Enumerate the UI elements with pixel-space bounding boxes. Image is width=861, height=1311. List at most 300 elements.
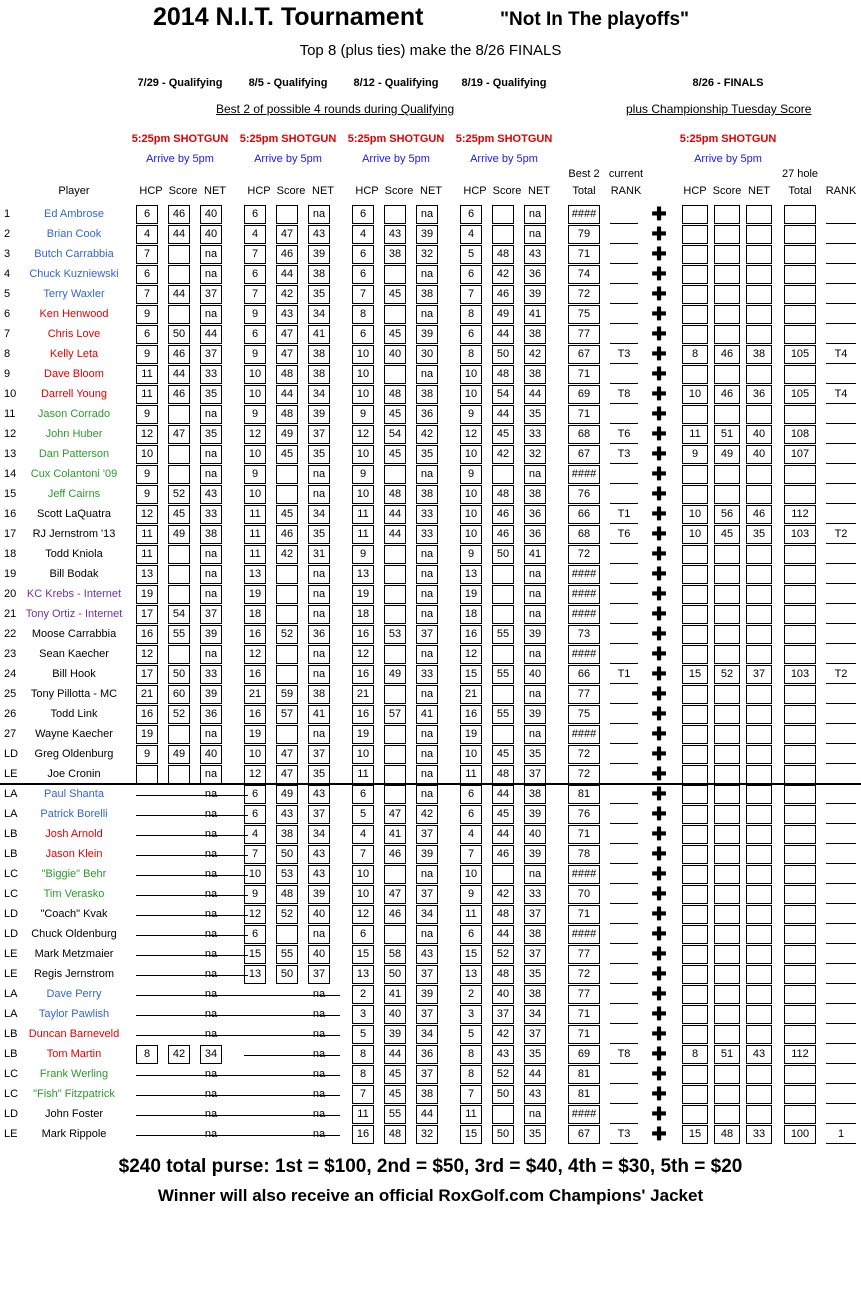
round-4-hcp: 19: [464, 728, 478, 740]
player-name: Moose Carrabbia: [31, 628, 117, 640]
round-2-hcp: 16: [248, 708, 262, 720]
round-2-hcp: 9: [251, 408, 259, 420]
table-row: [0, 1105, 861, 1125]
round-4-net: 39: [528, 848, 542, 860]
final-net: [744, 485, 774, 503]
round-3-net: 36: [420, 408, 434, 420]
round-1-net: 37: [204, 288, 218, 300]
current-rank: [606, 1005, 642, 1023]
final-net: 38: [752, 348, 766, 360]
row-number: 5: [4, 288, 11, 300]
final-score: [712, 1105, 742, 1123]
round-1-net: na: [204, 448, 218, 460]
final-score: 49: [720, 448, 734, 460]
round-2-na: na: [312, 1068, 326, 1080]
round-1-na: na: [204, 1028, 218, 1040]
round-4-score: 48: [496, 488, 510, 500]
round-4-score: 52: [496, 948, 510, 960]
round-4-score: [488, 685, 518, 703]
round-2-net: 39: [312, 888, 326, 900]
table-row: [0, 925, 861, 945]
current-rank: [606, 305, 642, 323]
final-net: [744, 925, 774, 943]
plus-icon: ✚: [651, 204, 667, 224]
round-4-score: 40: [496, 988, 510, 1000]
current-rank: [606, 245, 642, 263]
round-1-net: 33: [204, 368, 218, 380]
round-4-net: 38: [528, 368, 542, 380]
round-4-hcp: 19: [464, 588, 478, 600]
current-rank: [606, 265, 642, 283]
round-3-score: 50: [388, 968, 402, 980]
player-name: Butch Carrabbia: [34, 248, 114, 260]
round-3-hcp: 3: [359, 1008, 367, 1020]
round-3-hcp: 10: [356, 368, 370, 380]
best2-total: ####: [571, 468, 597, 480]
round-1-na: na: [204, 1008, 218, 1020]
final-rank: [824, 805, 858, 823]
final-rank: [824, 225, 858, 243]
final-net: [744, 585, 774, 603]
final-27-total: 105: [790, 348, 810, 360]
final-27-total: [784, 1105, 816, 1123]
table-row: [0, 485, 861, 505]
round-3-hcp: 7: [359, 848, 367, 860]
final-rank: [824, 205, 858, 223]
round-2-score: 43: [280, 808, 294, 820]
round-2-hcp: 9: [251, 888, 259, 900]
round-3-score: [380, 745, 410, 763]
final-net: [744, 865, 774, 883]
final-27-total: [784, 905, 816, 923]
plus-icon: ✚: [651, 304, 667, 324]
final-hcp: 10: [688, 508, 702, 520]
current-rank: [606, 625, 642, 643]
current-rank: [606, 1025, 642, 1043]
plus-icon: ✚: [651, 704, 667, 724]
round-4-net: na: [528, 868, 542, 880]
round-3-date: 8/12 - Qualifying: [353, 77, 439, 89]
table-row: [0, 685, 861, 705]
round-3-hcp: 11: [357, 1108, 369, 1120]
player-name: Brian Cook: [46, 228, 102, 240]
current-rank: [606, 1065, 642, 1083]
player-name: Jason Corrado: [37, 408, 111, 420]
player-name: Dan Patterson: [38, 448, 110, 460]
best2-total: ####: [571, 1108, 597, 1120]
round-1-hcp: 6: [143, 268, 151, 280]
col-current-top: current: [608, 168, 644, 180]
current-rank: [606, 465, 642, 483]
final-net: [744, 245, 774, 263]
round-1-hcp: 12: [140, 648, 154, 660]
table-row: [0, 1025, 861, 1045]
round-3-net: na: [420, 268, 434, 280]
current-rank: T8: [617, 1048, 631, 1060]
round-1-net: 36: [204, 708, 218, 720]
round-2-score: 50: [280, 848, 294, 860]
round-3-net: 38: [420, 1088, 434, 1100]
player-name: Ken Henwood: [39, 308, 109, 320]
round-4-net: 37: [528, 1028, 542, 1040]
round-4-net: na: [528, 688, 542, 700]
final-rank: [824, 245, 858, 263]
arrive-label: Arrive by 5pm: [470, 153, 538, 165]
col-net-header: NET: [420, 185, 442, 197]
round-1-blank-line: [136, 855, 248, 856]
round-2-score: [272, 725, 302, 743]
best2-total: 67: [577, 1128, 591, 1140]
round-2-score: 50: [280, 968, 294, 980]
player-name: Greg Oldenburg: [34, 748, 114, 760]
current-rank: [606, 765, 642, 783]
final-net: [744, 1085, 774, 1103]
best2-total: ####: [571, 568, 597, 580]
final-hcp: [680, 705, 710, 723]
round-4-score: 42: [496, 1028, 510, 1040]
round-1-hcp: 6: [143, 328, 151, 340]
final-net: [744, 285, 774, 303]
round-2-score: 43: [280, 308, 294, 320]
round-2-hcp: 11: [249, 548, 261, 560]
round-3-hcp: 12: [356, 908, 370, 920]
final-rank: [824, 885, 858, 903]
round-4-score: [488, 645, 518, 663]
round-1-score: 60: [172, 688, 186, 700]
final-net: [744, 305, 774, 323]
round-3-score: [380, 685, 410, 703]
round-2-score: [272, 925, 302, 943]
plus-icon: ✚: [651, 584, 667, 604]
round-4-score: 45: [496, 428, 510, 440]
row-number: LA: [4, 1008, 18, 1020]
round-2-score: 49: [280, 428, 294, 440]
round-1-hcp: 9: [143, 408, 151, 420]
final-score: [712, 1085, 742, 1103]
final-hcp: [680, 1085, 710, 1103]
round-3-net: na: [420, 308, 434, 320]
round-4-score: 46: [496, 508, 510, 520]
round-2-net: 37: [312, 968, 326, 980]
final-score: 51: [720, 1048, 734, 1060]
round-4-net: 38: [528, 988, 542, 1000]
round-4-net: 35: [528, 968, 542, 980]
round-3-score: [380, 565, 410, 583]
final-net: [744, 725, 774, 743]
shotgun-label: 5:25pm SHOTGUN: [679, 133, 777, 145]
round-2-net: 37: [312, 748, 326, 760]
final-net: [744, 985, 774, 1003]
final-hcp: [680, 1065, 710, 1083]
round-4-net: 43: [528, 1088, 542, 1100]
round-2-score: 45: [280, 508, 294, 520]
round-2-score: 52: [280, 628, 294, 640]
row-number: 16: [4, 508, 17, 520]
player-name: Chuck Kuzniewski: [29, 268, 119, 280]
final-27-total: [784, 405, 816, 423]
round-1-net: 35: [204, 428, 218, 440]
round-1-net: na: [204, 248, 218, 260]
round-1-blank-line: [136, 895, 248, 896]
current-rank: [606, 745, 642, 763]
round-3-score: [380, 305, 410, 323]
round-3-net: 33: [420, 668, 434, 680]
round-3-score: 48: [388, 1128, 402, 1140]
round-4-hcp: 5: [467, 248, 475, 260]
final-net: [744, 365, 774, 383]
round-3-hcp: 4: [359, 828, 367, 840]
round-4-hcp: 12: [464, 648, 478, 660]
final-net: [744, 1065, 774, 1083]
round-1-hcp: 19: [140, 728, 154, 740]
final-27-total: [784, 625, 816, 643]
current-rank: [606, 785, 642, 803]
round-3-net: 38: [420, 288, 434, 300]
player-name: Ed Ambrose: [44, 208, 104, 220]
current-rank: [606, 985, 642, 1003]
row-number: 23: [4, 648, 17, 660]
plus-icon: ✚: [651, 824, 667, 844]
player-name: Regis Jernstrom: [33, 968, 115, 980]
plus-icon: ✚: [651, 404, 667, 424]
round-1-score: 44: [172, 368, 186, 380]
final-score: [712, 1065, 742, 1083]
player-name: RJ Jernstrom '13: [32, 528, 116, 540]
player-name: Jeff Cairns: [47, 488, 101, 500]
final-rank: [824, 705, 858, 723]
round-3-score: 46: [388, 848, 402, 860]
round-4-net: na: [528, 228, 542, 240]
plus-icon: ✚: [651, 1024, 667, 1044]
round-1-blank-line: [136, 935, 248, 936]
round-4-hcp: 13: [464, 568, 478, 580]
shotgun-label: 5:25pm SHOTGUN: [455, 133, 553, 145]
player-name: Bill Hook: [52, 668, 96, 680]
table-row: [0, 465, 861, 485]
round-3-hcp: 21: [356, 688, 370, 700]
table-row: [0, 1005, 861, 1025]
final-score: 51: [720, 428, 734, 440]
round-4-score: 55: [496, 708, 510, 720]
round-4-score: [488, 1105, 518, 1123]
round-2-net: 39: [312, 248, 326, 260]
final-rank: [824, 585, 858, 603]
final-27-total: 112: [791, 508, 809, 520]
round-2-hcp: 6: [251, 268, 259, 280]
round-2-score: 42: [280, 288, 294, 300]
round-4-hcp: 8: [467, 308, 475, 320]
final-27-total: [784, 265, 816, 283]
final-hcp: [680, 985, 710, 1003]
final-27-total: [784, 865, 816, 883]
round-4-net: 36: [528, 528, 542, 540]
final-rank: [824, 625, 858, 643]
round-2-hcp: 10: [248, 448, 262, 460]
round-1-na: na: [204, 808, 218, 820]
round-3-net: 39: [420, 228, 434, 240]
final-rank: [824, 725, 858, 743]
row-number: LB: [4, 1028, 18, 1040]
arrive-label: Arrive by 5pm: [694, 153, 762, 165]
round-2-na: na: [312, 1088, 326, 1100]
round-1-net: na: [204, 768, 218, 780]
row-number: LD: [4, 748, 19, 760]
round-3-net: na: [420, 368, 434, 380]
best2-total: ####: [571, 608, 597, 620]
round-3-net: 30: [420, 348, 434, 360]
best2-total: 81: [577, 1068, 591, 1080]
round-4-hcp: 3: [467, 1008, 475, 1020]
final-net: [744, 1025, 774, 1043]
best2-total: 67: [577, 348, 591, 360]
best2-total: 69: [577, 1048, 591, 1060]
round-4-hcp: 10: [464, 448, 478, 460]
round-2-hcp: 6: [251, 928, 259, 940]
round-1-net: na: [204, 308, 218, 320]
round-2-net: na: [312, 468, 326, 480]
current-rank: [606, 565, 642, 583]
final-hcp: [680, 585, 710, 603]
row-number: 17: [4, 528, 17, 540]
player-name: "Biggie" Behr: [41, 868, 107, 880]
round-3-score: 40: [388, 1008, 402, 1020]
player-name: Tom Martin: [46, 1048, 102, 1060]
round-1-score: [164, 445, 194, 463]
round-1-blank-line: [136, 835, 248, 836]
round-4-hcp: 16: [464, 628, 478, 640]
current-rank: [606, 925, 642, 943]
round-1-blank-line: [136, 795, 248, 796]
col-hcp-header: HCP: [139, 185, 163, 197]
round-2-net: 37: [312, 428, 326, 440]
player-name: Tony Ortiz - Internet: [25, 608, 123, 620]
round-2-net: 34: [312, 388, 326, 400]
round-2-net: na: [312, 208, 326, 220]
round-4-net: na: [528, 588, 542, 600]
plus-icon: ✚: [651, 284, 667, 304]
round-1-hcp: 16: [140, 708, 154, 720]
final-27-total: [784, 765, 816, 783]
round-4-score: 42: [496, 268, 510, 280]
round-4-score: 42: [496, 448, 510, 460]
round-1-hcp: 17: [140, 668, 154, 680]
round-1-score: 47: [172, 428, 186, 440]
round-2-score: 57: [280, 708, 294, 720]
player-name: Tony Pillotta - MC: [30, 688, 118, 700]
row-number: 21: [4, 608, 17, 620]
round-4-hcp: 6: [467, 788, 475, 800]
round-4-net: 42: [528, 348, 542, 360]
round-1-net: na: [204, 568, 218, 580]
final-net: [744, 545, 774, 563]
final-hcp: [680, 825, 710, 843]
player-name: "Fish" Fitzpatrick: [33, 1088, 115, 1100]
player-name: John Huber: [45, 428, 103, 440]
table-row: [0, 825, 861, 845]
final-score: [712, 365, 742, 383]
round-3-score: 45: [388, 1088, 402, 1100]
final-27-total: 103: [790, 528, 810, 540]
arrive-label: Arrive by 5pm: [362, 153, 430, 165]
final-hcp: [680, 865, 710, 883]
round-1-score: 44: [172, 288, 186, 300]
best2-total: 77: [577, 328, 591, 340]
round-1-hcp: 11: [141, 528, 153, 540]
round-4-score: 50: [496, 348, 510, 360]
round-4-score: 48: [496, 368, 510, 380]
final-rank: [824, 785, 858, 803]
final-rank: [824, 905, 858, 923]
round-3-hcp: 8: [359, 308, 367, 320]
row-number: 15: [4, 488, 17, 500]
plus-icon: ✚: [651, 744, 667, 764]
best2-total: 71: [577, 828, 591, 840]
row-number: 24: [4, 668, 17, 680]
round-3-score: 44: [388, 528, 402, 540]
final-27-total: [784, 465, 816, 483]
round-4-score: 55: [496, 628, 510, 640]
final-hcp: [680, 205, 710, 223]
round-1-hcp: [132, 765, 162, 783]
row-number: LE: [4, 948, 18, 960]
round-2-hcp: 9: [251, 308, 259, 320]
final-27-total: [784, 605, 816, 623]
round-3-net: 42: [420, 428, 434, 440]
plus-icon: ✚: [651, 924, 667, 944]
round-2-net: 40: [312, 948, 326, 960]
final-score: [712, 285, 742, 303]
best2-total: 77: [577, 948, 591, 960]
final-hcp: [680, 225, 710, 243]
best2-total: 71: [577, 408, 591, 420]
current-rank: [606, 585, 642, 603]
round-3-net: 39: [420, 848, 434, 860]
final-27-total: [784, 685, 816, 703]
player-name: "Coach" Kvak: [40, 908, 108, 920]
round-4-net: 40: [528, 828, 542, 840]
round-3-hcp: 5: [359, 1028, 367, 1040]
round-2-net: 34: [312, 508, 326, 520]
round-4-hcp: 8: [467, 1068, 475, 1080]
round-3-score: 38: [388, 248, 402, 260]
round-3-hcp: 10: [356, 868, 370, 880]
best2-total: 68: [577, 428, 591, 440]
round-1-net: 43: [204, 488, 218, 500]
round-4-net: 36: [528, 508, 542, 520]
plus-icon: ✚: [651, 444, 667, 464]
round-4-score: 46: [496, 528, 510, 540]
final-score: [712, 905, 742, 923]
round-2-score: 47: [280, 768, 294, 780]
round-3-hcp: 6: [359, 928, 367, 940]
round-3-hcp: 16: [356, 668, 370, 680]
round-3-net: na: [420, 728, 434, 740]
col-player: Player: [58, 185, 90, 197]
final-rank: [824, 945, 858, 963]
round-2-score: 47: [280, 228, 294, 240]
final-rank: [824, 285, 858, 303]
table-row: [0, 1085, 861, 1105]
round-2-score: 38: [280, 828, 294, 840]
row-number: 19: [4, 568, 17, 580]
round-4-score: 49: [496, 308, 510, 320]
round-4-score: 43: [496, 1048, 510, 1060]
table-row: [0, 345, 861, 365]
round-1-hcp: 11: [141, 388, 153, 400]
current-rank: T8: [617, 388, 631, 400]
table-row: [0, 225, 861, 245]
player-name: Mark Metzmaier: [34, 948, 114, 960]
